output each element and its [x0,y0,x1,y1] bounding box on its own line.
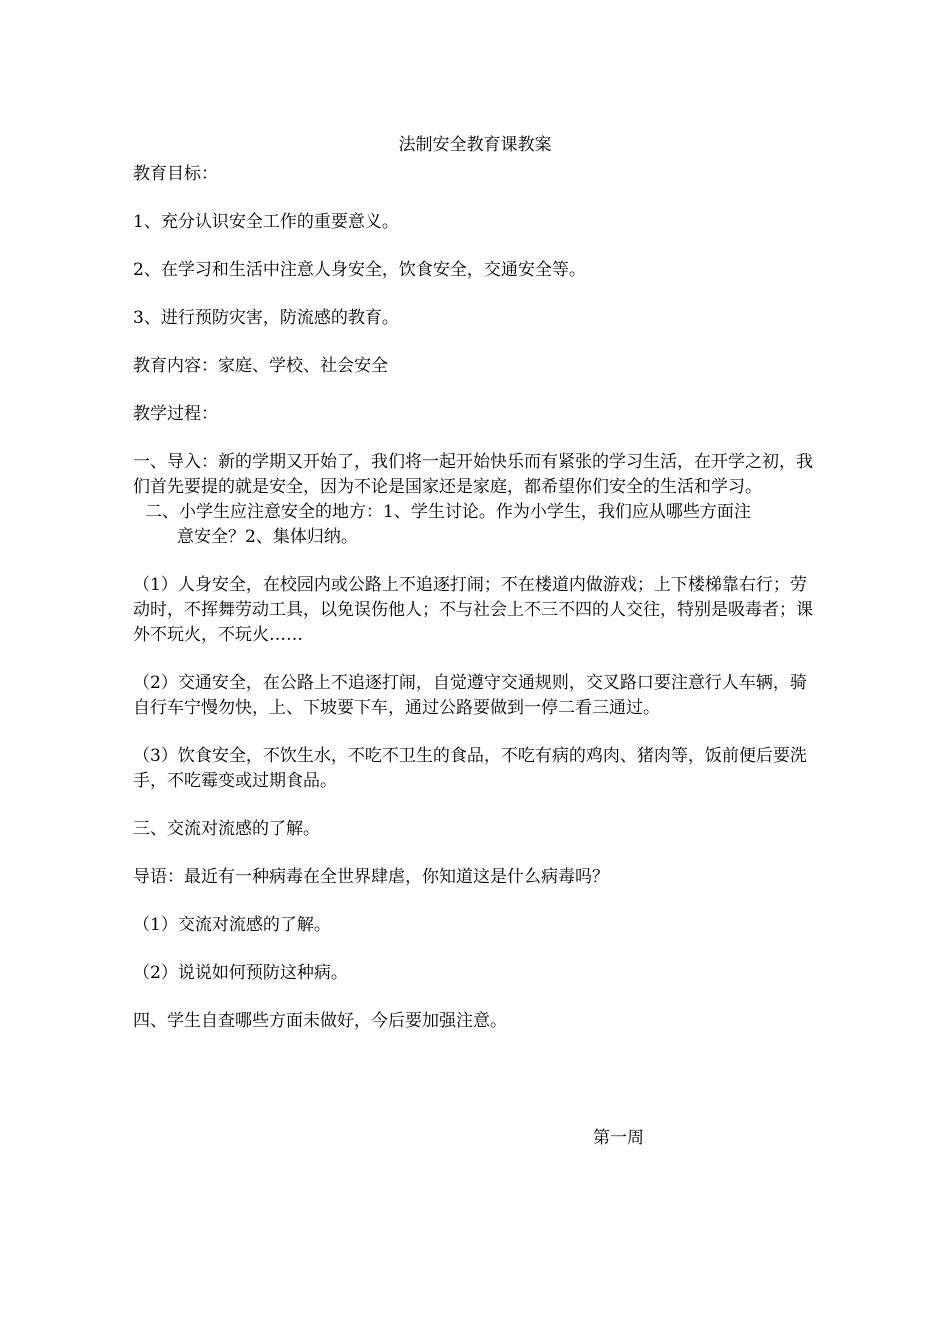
document-body [133,162,823,1057]
flu-1: （1）交流对流感的了解。 [133,915,331,935]
goals-heading: 教育目标： [133,164,218,184]
section-2-line-1: 二、小学生应注意安全的地方：1、学生讨论。作为小学生，我们应从哪些方面注 [145,502,751,522]
intro: 导语：最近有一种病毒在全世界肆虐，你知道这是什么病毒吗？ [133,867,609,887]
goal-1: 1、充分认识安全工作的重要意义。 [133,212,399,232]
goal-2: 2、在学习和生活中注意人身安全，饮食安全，交通安全等。 [133,260,586,280]
process-heading: 教学过程： [133,404,218,424]
flu-2: （2）说说如何预防这种病。 [133,963,348,983]
section-2-line-2: 意安全？2、集体归纳。 [177,527,358,547]
item-2: （2）交通安全，在公路上不追逐打闹，自觉遵守交通规则，交叉路口要注意行人车辆，骑自行车宁慢勿快，上、下坡要下车，通过公路要做到一停二看三通过。 [133,673,807,718]
section-1: 一、导入：新的学期又开始了，我们将一起开始快乐而有紧张的学习生活，在开学之初，我们首先要提的就是安全，因为不论是国家还是家庭，都希望你们安全的生活和学习。 [133,452,813,497]
education-content: 教育内容：家庭、学校、社会安全 [133,356,388,376]
section-4: 四、学生自查哪些方面未做好，今后要加强注意。 [133,1011,507,1031]
section-2 [133,500,823,550]
item-1: （1）人身安全，在校园内或公路上不追逐打闹；不在楼道内做游戏；上下楼梯靠右行；劳动时，不挥舞劳动工具，以免误伤他人；不与社会上不三不四的人交往，特别是吸毒者；课外不玩火，不玩火…… [133,575,813,645]
section-3: 三、交流对流感的了解。 [133,819,320,839]
goal-3: 3、进行预防灾害，防流感的教育。 [133,308,399,328]
item-3: （3）饮食安全，不饮生水，不吃不卫生的食品，不吃有病的鸡肉、猪肉等，饭前便后要洗手，不吃霉变或过期食品。 [133,746,807,791]
week-label: 第一周 [593,1128,644,1148]
document-title: 法制安全教育课教案 [398,135,552,155]
